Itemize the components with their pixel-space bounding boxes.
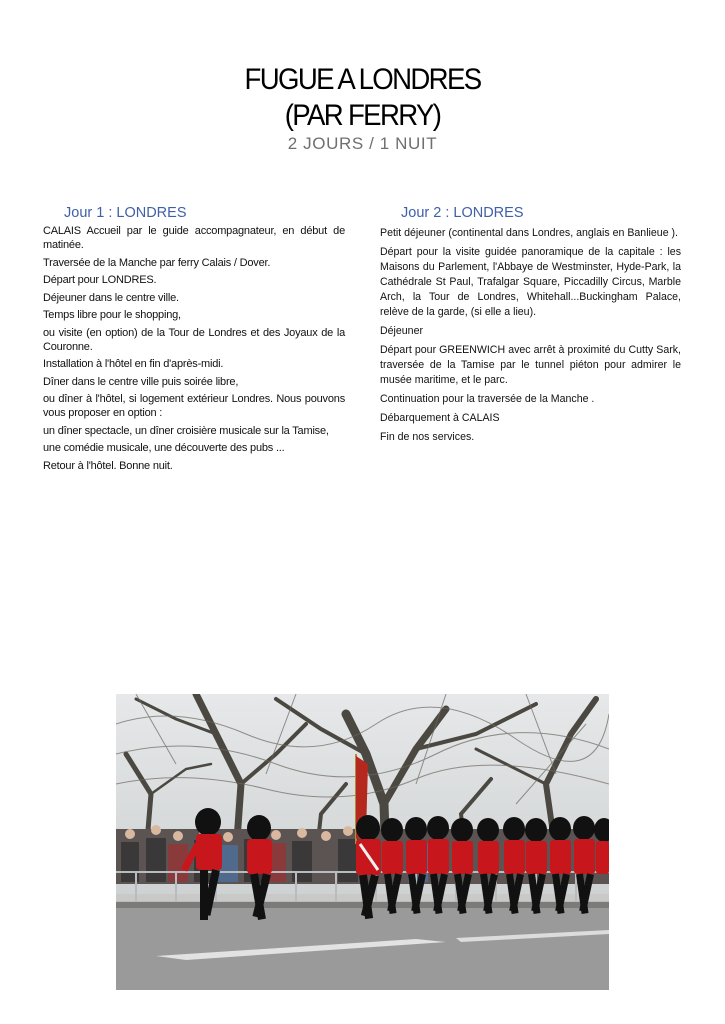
day1-line: Traversée de la Manche par ferry Calais / Dover. <box>43 256 271 269</box>
day1-itinerary <box>43 224 345 476</box>
day1-line: un dîner spectacle, un dîner croisière musicale sur la Tamise, <box>43 424 329 437</box>
day1-line: Dîner dans le centre ville puis soirée libre, <box>43 375 239 388</box>
page-title-line-1: FUGUE A LONDRES <box>244 63 481 96</box>
day1-line: Retour à l'hôtel. Bonne nuit. <box>43 459 173 472</box>
day1-line: ou visite (en option) de la Tour de Londres et des Joyaux de la Couronne. <box>43 326 345 353</box>
page-subtitle: 2 JOURS / 1 NUIT <box>287 134 438 153</box>
day2-line: Fin de nos services. <box>380 431 475 443</box>
day1-line: Installation à l'hôtel en fin d'après-midi. <box>43 358 224 370</box>
day1-line: Déjeuner dans le centre ville. <box>43 291 179 304</box>
day2-line: Continuation pour la traversée de la Manche . <box>380 393 595 405</box>
day2-heading: Jour 2 : LONDRES <box>401 205 524 221</box>
day2-itinerary <box>380 226 681 449</box>
day1-heading: Jour 1 : LONDRES <box>64 205 187 221</box>
day2-line: Déjeuner <box>380 325 423 337</box>
page-title-line-2: (PAR FERRY) <box>284 99 441 132</box>
day1-line: une comédie musicale, une découverte des pubs ... <box>43 442 285 454</box>
day1-line: Temps libre pour le shopping, <box>43 309 181 321</box>
day1-line: ou dîner à l'hôtel, si logement extérieur Londres. Nous pouvons vous proposer en option : <box>43 393 345 419</box>
day2-line: Départ pour GREENWICH avec arrêt à proximité du Cutty Sark, traversée de la Tamise par le tunnel piéton pour admirer le musée maritime, et le parc. <box>380 344 681 386</box>
guards-parade-photo <box>116 694 609 990</box>
day1-line: CALAIS Accueil par le guide accompagnateur, en début de matinée. <box>43 225 345 251</box>
day2-line: Débarquement à CALAIS <box>380 412 500 424</box>
day1-line: Départ pour LONDRES. <box>43 274 157 286</box>
day2-line: Départ pour la visite guidée panoramique de la capitale : les Maisons du Parlement, l'Abbaye de Westminster, Hyde-Park, la Cathédrale St Paul, Trafalgar Square, Piccadilly Circus, Marble Arch, la Tour de Londres, Whitehall...Buckingham Palace, relève de la garde, (si elle a lieu). <box>380 246 681 318</box>
day2-line: Petit déjeuner (continental dans Londres, anglais en Banlieue ). <box>380 227 679 239</box>
